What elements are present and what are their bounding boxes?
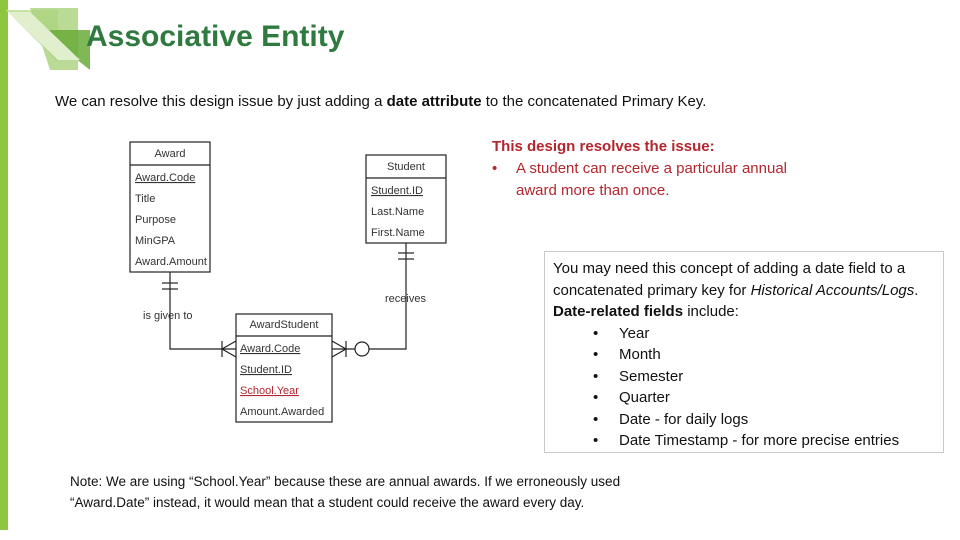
intro-after: to the concatenated Primary Key.	[481, 93, 707, 110]
intro-before: We can resolve this design issue by just adding a	[55, 93, 387, 110]
intro-bold: date attribute	[386, 93, 482, 110]
award-attr-key: Award.Code	[135, 172, 196, 184]
concept-italic: Historical Accounts/Logs	[750, 281, 915, 299]
student-attr: First.Name	[371, 227, 425, 239]
concept-text-mid: .	[914, 281, 919, 299]
award-name: Award	[154, 148, 186, 160]
awardstudent-attr-key: Student.ID	[240, 364, 292, 376]
note-line-1: Note: We are using “School.Year” because these are annual awards. If we erroneously used	[70, 474, 621, 489]
list-item: • Year	[593, 324, 650, 342]
awardstudent-attr-key-highlight: School.Year	[240, 385, 299, 397]
list-item: • Semester	[593, 367, 684, 385]
list-item: • Month	[593, 346, 661, 363]
student-attr-key: Student.ID	[371, 185, 423, 197]
award-attr: Title	[135, 193, 156, 205]
bullet-icon: •	[492, 160, 498, 177]
list-item: • Date - for daily logs	[593, 410, 749, 428]
concept-text-1: You may need this concept of adding a date field to a concatenated primary key for	[553, 260, 906, 299]
note-line-2: “Award.Date” instead, it would mean that a student could receive the award every day.	[70, 495, 585, 510]
awardstudent-attr: Amount.Awarded	[240, 406, 325, 418]
awardstudent-name: AwardStudent	[249, 319, 319, 331]
page-title: Associative Entity	[86, 20, 345, 53]
concept-bold: Date-related fields	[553, 303, 684, 320]
awardstudent-attr-key: Award.Code	[240, 343, 301, 355]
list-item: • Quarter	[593, 389, 670, 406]
award-attr: MinGPA	[135, 235, 176, 247]
relationship-label-student: receives	[385, 293, 426, 305]
award-entity	[130, 142, 210, 272]
student-name: Student	[387, 161, 425, 173]
concept-text-end: include:	[683, 303, 739, 320]
relationship-label-award: is given to	[143, 310, 193, 322]
award-attr: Award.Amount	[135, 256, 207, 268]
resolves-bullet: A student can receive a particular annual award more than once.	[516, 160, 788, 199]
list-item: • Date Timestamp - for more precise entries	[593, 432, 900, 449]
award-attr: Purpose	[135, 214, 176, 226]
resolves-heading: This design resolves the issue:	[492, 138, 715, 155]
student-attr: Last.Name	[371, 206, 425, 218]
